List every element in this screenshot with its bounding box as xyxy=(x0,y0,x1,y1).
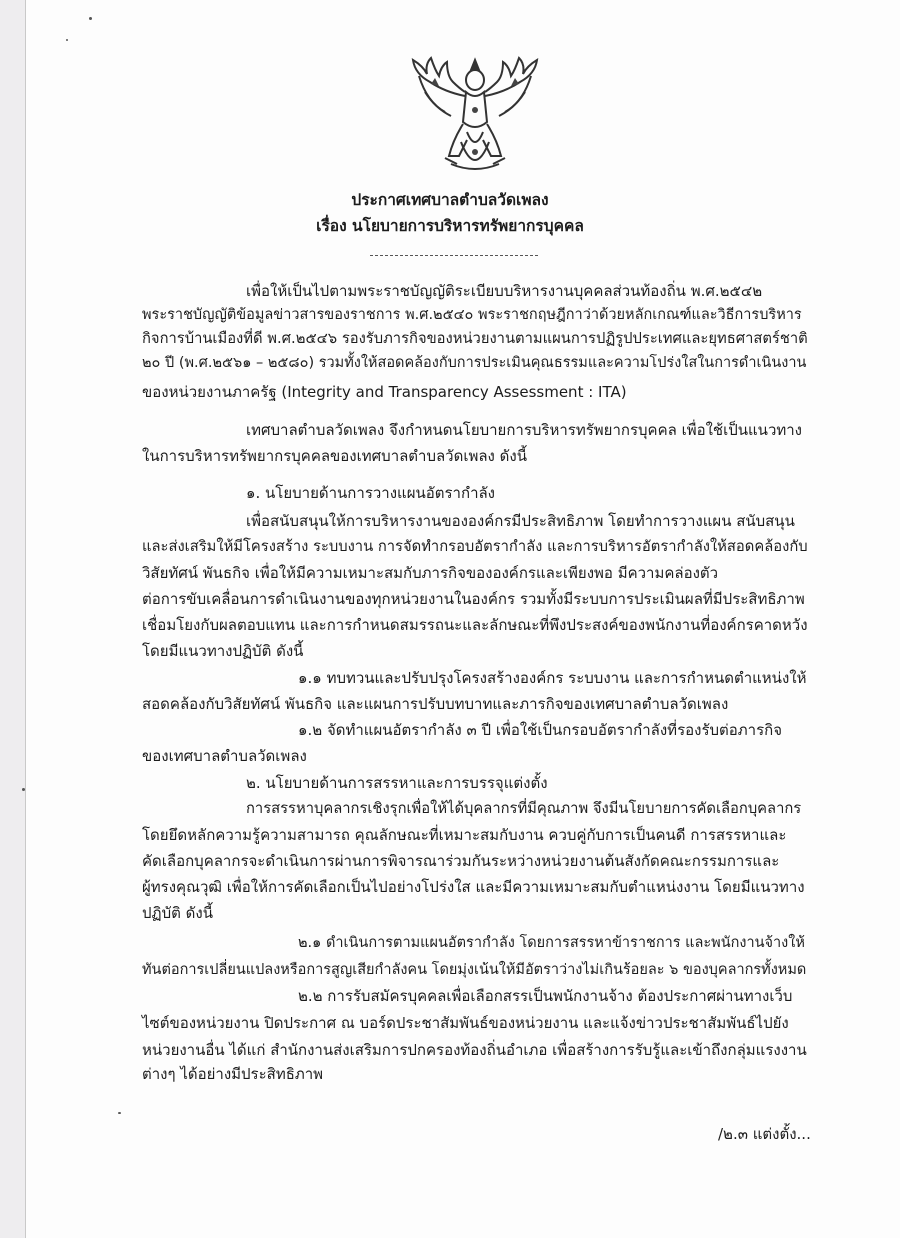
item-2-1-line: ๒.๑ ดำเนินการตามแผนอัตรากำลัง โดยการสรรหาข้าราชการ และพนักงานจ้างให้ xyxy=(298,935,805,951)
document-title: ประกาศเทศบาลตำบลวัดเพลง xyxy=(351,191,549,209)
garuda-emblem-icon xyxy=(405,52,545,182)
scan-speck xyxy=(22,788,25,791)
item-2-1-line: ทันต่อการเปลี่ยนแปลงหรือการสูญเสียกำลังคน โดยมุ่งเน้นให้มีอัตราว่างไม่เกินร้อยละ ๖ ของบุคลากรทั้งหมด xyxy=(142,962,807,978)
item-2-2-line: ๒.๒ การรับสมัครบุคคลเพื่อเลือกสรรเป็นพนักงานจ้าง ต้องประกาศผ่านทางเว็บ xyxy=(298,987,793,1005)
title-divider xyxy=(370,255,538,256)
intro-line: ของหน่วยงานภาครัฐ (Integrity and Transparency Assessment : ITA) xyxy=(142,383,627,401)
section-2-line: คัดเลือกบุคลากรจะดำเนินการผ่านการพิจารณาร่วมกันระหว่างหน่วยงานต้นสังกัดคณะกรรมการและ xyxy=(142,852,780,870)
document-subject: เรื่อง นโยบายการบริหารทรัพยากรบุคคล xyxy=(316,217,584,235)
section-2-line: โดยยึดหลักความรู้ความสามารถ คุณลักษณะที่เหมาะสมกับงาน ควบคู่กับการเป็นคนดี การสรรหาและ xyxy=(142,826,787,844)
section-1-line: วิสัยทัศน์ พันธกิจ เพื่อให้มีความเหมาะสมกับภารกิจขององค์กรและเพียงพอ มีความคล่องตัว xyxy=(142,564,719,582)
policy-intro-line: เทศบาลตำบลวัดเพลง จึงกำหนดนโยบายการบริหารทรัพยากรบุคคล เพื่อใช้เป็นแนวทาง xyxy=(246,421,802,439)
item-1-2-line: ๑.๒ จัดทำแผนอัตรากำลัง ๓ ปี เพื่อใช้เป็นกรอบอัตรากำลังที่รองรับต่อภารกิจ xyxy=(298,721,783,739)
section-2-line: การสรรหาบุคลากรเชิงรุกเพื่อให้ได้บุคลากรที่มีคุณภาพ จึงมีนโยบายการคัดเลือกบุคลากร xyxy=(246,800,802,817)
continuation-marker: /๒.๓ แต่งตั้ง... xyxy=(718,1125,811,1143)
intro-line: พระราชบัญญัติข้อมูลข่าวสารของราชการ พ.ศ.๒๕๔๐ พระราชกฤษฎีกาว่าด้วยหลักเกณฑ์และวิธีการบริหาร xyxy=(142,307,802,323)
section-1-line: เชื่อมโยงกับผลตอบแทน และการกำหนดสมรรถนะและลักษณะที่พึงประสงค์ของพนักงานที่องค์กรคาดหวัง xyxy=(142,616,808,634)
section-1-line: ต่อการขับเคลื่อนการดำเนินงานของทุกหน่วยงานในองค์กร รวมทั้งมีระบบการประเมินผลที่มีประสิทธิภาพ xyxy=(142,590,805,608)
section-1-line: และส่งเสริมให้มีโครงสร้าง ระบบงาน การจัดทำกรอบอัตรากำลัง และการบริหารอัตรากำลังให้สอดคล้องกับ xyxy=(142,538,808,555)
item-2-2-line: หน่วยงานอื่น ได้แก่ สำนักงานส่งเสริมการปกครองท้องถิ่นอำเภอ เพื่อสร้างการรับรู้และเข้าถึงกลุ่มแรงงาน xyxy=(142,1041,807,1059)
item-1-2-line: ของเทศบาลตำบลวัดเพลง xyxy=(142,747,307,765)
scan-speck xyxy=(118,1112,121,1114)
item-2-2-line: ต่างๆ ได้อย่างมีประสิทธิภาพ xyxy=(142,1065,324,1083)
policy-intro-line: ในการบริหารทรัพยากรบุคคลของเทศบาลตำบลวัดเพลง ดังนี้ xyxy=(142,447,527,465)
section-heading: ๒. นโยบายด้านการสรรหาและการบรรจุแต่งตั้ง xyxy=(246,774,548,792)
section-1-line: เพื่อสนับสนุนให้การบริหารงานขององค์กรมีประสิทธิภาพ โดยทำการวางแผน สนับสนุน xyxy=(246,512,795,530)
intro-line: เพื่อให้เป็นไปตามพระราชบัญญัติระเบียบบริหารงานบุคคลส่วนท้องถิ่น พ.ศ.๒๕๔๒ xyxy=(246,282,763,300)
section-2-line: ปฏิบัติ ดังนี้ xyxy=(142,904,213,922)
scan-speck xyxy=(66,39,68,41)
scan-speck xyxy=(89,17,92,20)
item-1-1-line: สอดคล้องกับวิสัยทัศน์ พันธกิจ และแผนการปรับบทบาทและภารกิจของเทศบาลตำบลวัดเพลง xyxy=(142,695,729,713)
item-2-2-line: ไซต์ของหน่วยงาน ปิดประกาศ ณ บอร์ดประชาสัมพันธ์ของหน่วยงาน และแจ้งข่าวประชาสัมพันธ์ไปยัง xyxy=(142,1014,789,1032)
item-1-1-line: ๑.๑ ทบทวนและปรับปรุงโครงสร้างองค์กร ระบบงาน และการกำหนดตำแหน่งให้ xyxy=(298,669,807,687)
section-2-line: ผู้ทรงคุณวุฒิ เพื่อให้การคัดเลือกเป็นไปอย่างโปร่งใส และมีความเหมาะสมกับตำแหน่งงาน โดยมีแนวทาง xyxy=(142,878,805,896)
intro-line: กิจการบ้านเมืองที่ดี พ.ศ.๒๕๔๖ รองรับภารกิจของหน่วยงานตามแผนการปฏิรูปประเทศและยุทธศาสตร์ชาติ xyxy=(142,330,808,347)
section-1-line: โดยมีแนวทางปฏิบัติ ดังนี้ xyxy=(142,642,304,660)
section-heading: ๑. นโยบายด้านการวางแผนอัตรากำลัง xyxy=(246,484,496,502)
intro-line: ๒๐ ปี (พ.ศ.๒๕๖๑ – ๒๕๘๐) รวมทั้งให้สอดคล้องกับการประเมินคุณธรรมและความโปร่งใสในการดำเนินงาน xyxy=(142,355,807,371)
